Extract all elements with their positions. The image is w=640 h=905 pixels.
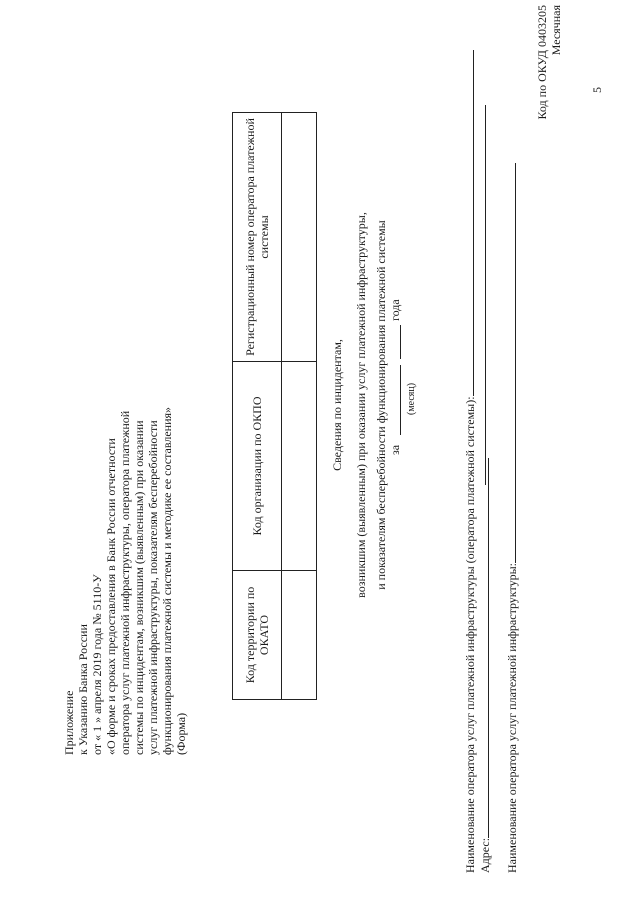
- okpo-header: Код организации по ОКПО: [233, 362, 282, 571]
- registration-number-header: Регистрационный номер оператора платежной системы: [233, 113, 282, 362]
- codes-table-value-row: [282, 113, 317, 700]
- okpo-cell[interactable]: [282, 362, 317, 571]
- infra-operator-name-label: Наименование оператора услуг платежной инфраструктуры:: [505, 563, 519, 873]
- okud-code: Код по ОКУД 0403205: [535, 5, 549, 120]
- report-title: [330, 155, 388, 655]
- okud-block: [535, 5, 563, 205]
- period-prefix: за: [388, 444, 402, 455]
- title-line: возникшим (выявленным) при оказании услуг платежной инфраструктуры,: [354, 212, 368, 598]
- appendix-line: от « 1 » апреля 2019 года № 5110-У: [90, 574, 104, 755]
- operator-name-blank[interactable]: [462, 50, 474, 396]
- address-field: [477, 458, 492, 873]
- operator-name-label: Наименование оператора услуг платежной инфраструктуры (оператора платежной системы):: [463, 396, 477, 873]
- title-line: Сведения по инцидентам,: [330, 339, 344, 471]
- okato-header: Код территории по ОКАТО: [233, 571, 282, 700]
- address-blank[interactable]: [477, 458, 489, 838]
- appendix-line: к Указанию Банка России: [76, 624, 90, 755]
- registration-number-cell[interactable]: [282, 113, 317, 362]
- infra-operator-name-blank[interactable]: [504, 163, 516, 563]
- appendix-line: оператора услуг платежной инфраструктуры, оператора платежной: [118, 410, 132, 755]
- infra-operator-name-field: [504, 163, 519, 873]
- year-blank[interactable]: [400, 325, 401, 359]
- month-blank[interactable]: [400, 365, 401, 435]
- appendix-line: «О форме и сроках предоставления в Банк России отчетности: [104, 438, 118, 755]
- period-suffix: года: [388, 299, 402, 321]
- codes-table: [232, 112, 317, 700]
- codes-table-header-row: [233, 113, 282, 700]
- appendix-line: Приложение: [62, 690, 76, 755]
- month-caption: (месяц): [406, 382, 417, 415]
- report-period: [385, 255, 435, 455]
- title-line: и показателям бесперебойности функционирования платежной системы: [374, 220, 388, 590]
- okato-cell[interactable]: [282, 571, 317, 700]
- operator-name-field: [462, 50, 477, 873]
- page-number: 5: [590, 87, 604, 93]
- appendix-header: [62, 407, 188, 755]
- appendix-line: (Форма): [174, 712, 188, 755]
- appendix-line: услуг платежной инфраструктуры, показателям бесперебойности: [146, 420, 160, 755]
- address-continuation-blank[interactable]: [484, 105, 486, 485]
- appendix-line: функционирования платежной системы и методике ее составления»: [160, 406, 174, 755]
- periodicity: Месячная: [549, 5, 563, 56]
- appendix-line: системы по инцидентам, возникшим (выявленным) при оказании: [132, 420, 146, 755]
- address-label: Адрес:: [478, 837, 492, 873]
